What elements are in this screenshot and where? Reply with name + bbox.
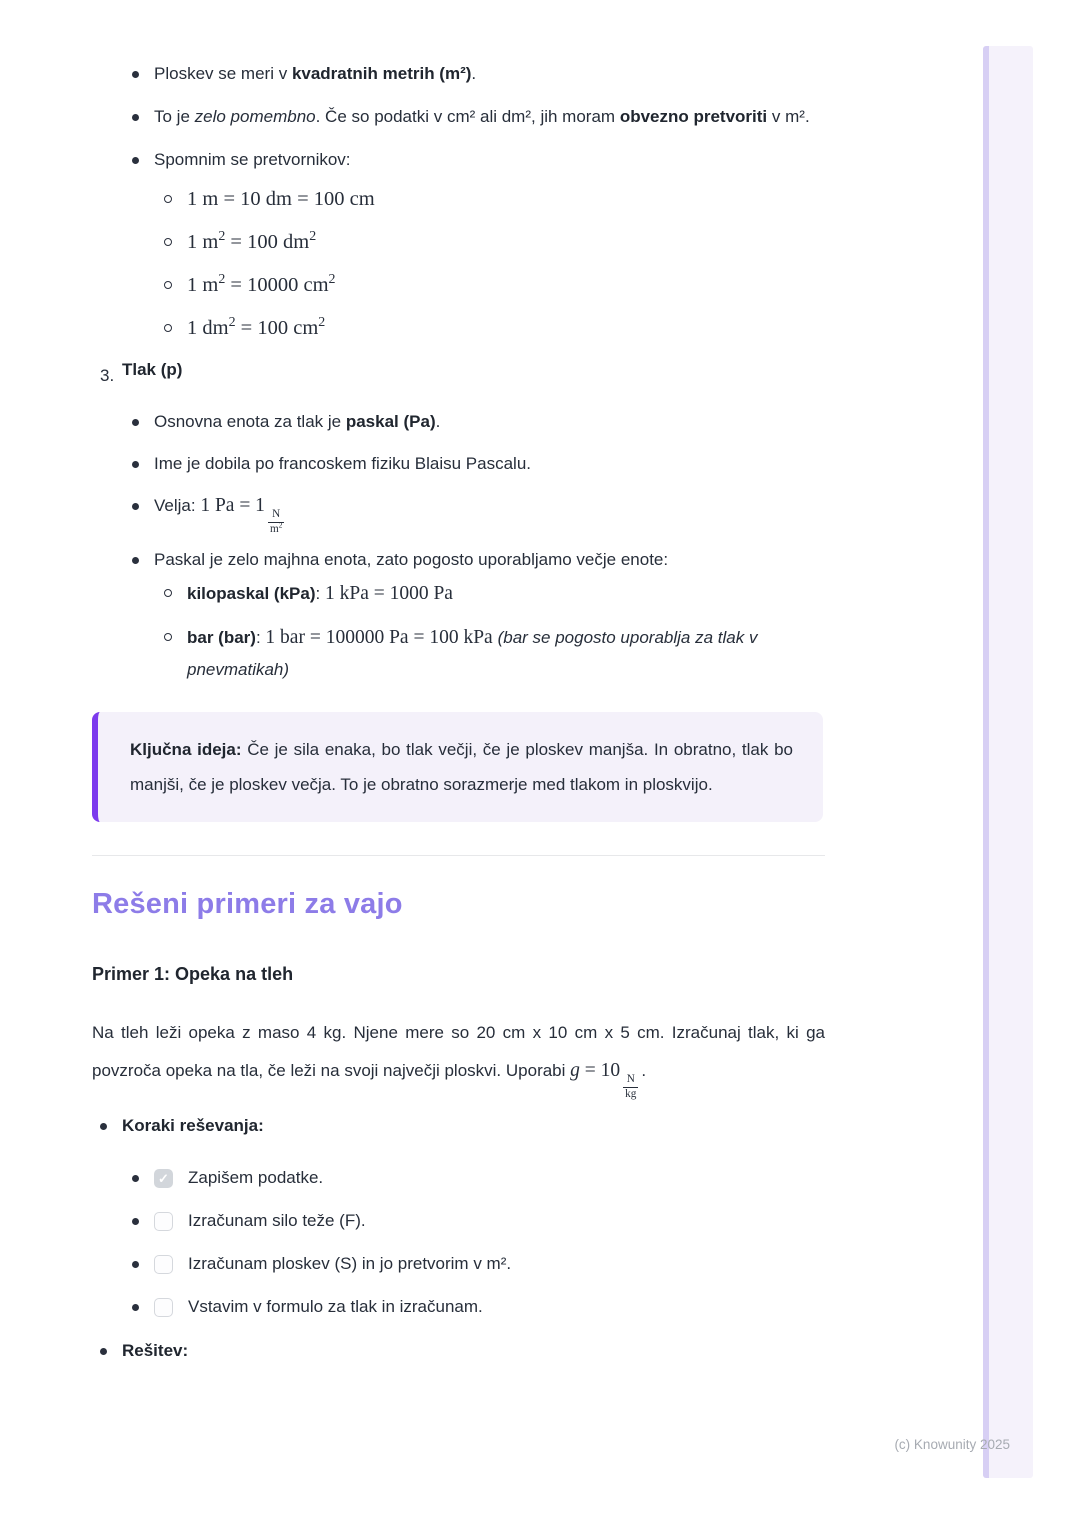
- list-item-text: [154, 58, 825, 90]
- text-run-italic: zelo pomembno: [194, 107, 316, 126]
- text-run-bold: kvadratnih metrih (m²): [291, 64, 472, 83]
- list-item-koraki: [100, 1110, 825, 1142]
- list-item-text: Ime je dobila po francoskem fiziku Blaisu Pascalu.: [154, 454, 532, 473]
- fraction-denominator: kg: [625, 1087, 637, 1100]
- text-run: .: [641, 1060, 647, 1080]
- checklist-label: Zapišem podatke.: [188, 1168, 324, 1188]
- section-heading: Rešeni primeri za vajo: [92, 887, 403, 920]
- circle-bullet-icon: [164, 633, 172, 641]
- checkbox-zapisem-podatke[interactable]: [154, 1169, 173, 1188]
- bullet-icon: [132, 1304, 139, 1311]
- text-run: Osnovna enota za tlak je: [154, 412, 346, 431]
- list-item-velja: [132, 490, 825, 536]
- checklist-label: Vstavim v formulo za tlak in izračunam.: [188, 1297, 483, 1317]
- list-item-pomembno: [132, 101, 825, 133]
- checkbox-izracunam-ploskev[interactable]: [154, 1255, 173, 1274]
- fraction-denominator: $m^2$: [269, 520, 283, 535]
- list-item-pretvorniki: [132, 144, 825, 176]
- bullet-icon: [100, 1348, 107, 1355]
- math-expression: =: [579, 1059, 601, 1081]
- text-run: . Če so podatki v cm² ali dm², jih moram: [315, 107, 620, 126]
- list-item-text: Paskal je zelo majhna enota, zato pogosto uporabljamo večje enote:: [154, 549, 669, 569]
- list-item-paskal: [132, 406, 825, 438]
- math-expression: 1 bar = 100000 Pa = 100 kPa: [265, 626, 498, 648]
- text-run: :: [255, 627, 266, 647]
- circle-bullet-icon: [164, 589, 172, 597]
- bullet-icon: [132, 114, 139, 121]
- text-run: To je: [154, 107, 195, 126]
- math-expression: 1 kPa = 1000 Pa: [324, 582, 453, 604]
- checklist-item: [132, 1205, 825, 1237]
- bullet-icon: [132, 503, 139, 510]
- bullet-icon: [132, 71, 139, 78]
- steps-label: Koraki reševanja:: [122, 1116, 264, 1136]
- math-variable-g: g: [570, 1059, 580, 1081]
- checklist-label: Izračunam ploskev (S) in jo pretvorim v m².: [188, 1254, 512, 1274]
- fraction: [623, 1074, 638, 1101]
- text-run: Ploskev se meri v: [154, 64, 292, 83]
- conversion-item: [164, 313, 825, 344]
- list-item-text: [187, 622, 825, 686]
- list-item-resitev: [100, 1335, 825, 1367]
- circle-bullet-icon: [164, 324, 172, 332]
- bullet-icon: [132, 1261, 139, 1268]
- list-item-text: [187, 578, 825, 610]
- fraction-numerator: N: [272, 508, 281, 521]
- callout-text: Če je sila enaka, bo tlak večji, če je ploskev manjša. In obratno, tlak bo manjši, če je ploskev večja. To je obratno sorazmerje med tlakom in ploskvijo.: [130, 739, 793, 794]
- math-expression: 1 $dm^2 = 100$ $cm^2$: [187, 315, 326, 339]
- numbered-section-tlak: [100, 360, 825, 392]
- fraction: [268, 509, 285, 536]
- callout-label: Ključna ideja:: [130, 739, 242, 759]
- math-expression: 10: [600, 1059, 621, 1081]
- list-item-bar: [164, 622, 825, 686]
- text-run: Velja:: [154, 496, 201, 515]
- bullet-icon: [100, 1123, 107, 1130]
- conversion-item: [164, 184, 825, 215]
- list-item-pascal-history: [132, 448, 825, 480]
- text-run-italic: (bar se pogosto uporablja za tlak v pnevmatikah): [187, 627, 758, 679]
- math-expression: 1 $m^2 = 100$ $dm^2$: [187, 229, 317, 253]
- bullet-icon: [132, 461, 139, 468]
- text-run-bold: kilopaskal (kPa): [187, 583, 316, 603]
- text-run: Na tleh leži opeka z maso 4 kg. Njene mere so 20 cm x 10 cm x 5 cm. Izračunaj tlak, ki ga povzroča opeka na tla, če leži na svoji največji ploskvi. Uporabi: [92, 1022, 825, 1080]
- text-run: .: [471, 64, 477, 83]
- conversion-item: [164, 270, 825, 301]
- checkbox-izracunam-silo[interactable]: [154, 1212, 173, 1231]
- document-content: [92, 58, 825, 1367]
- text-run: :: [315, 583, 325, 603]
- bullet-icon: [132, 1175, 139, 1182]
- section-title: Tlak (p): [122, 360, 183, 379]
- solution-label: Rešitev:: [122, 1341, 189, 1361]
- bullet-icon: [132, 157, 139, 164]
- section-divider: [92, 855, 825, 856]
- text-run: .: [435, 412, 441, 431]
- checklist-item: [132, 1162, 825, 1194]
- list-item-vecje-enote: [132, 544, 825, 576]
- text-run-bold: obvezno pretvoriti: [619, 107, 768, 126]
- checklist-item: [132, 1248, 825, 1280]
- fraction-numerator: N: [626, 1072, 635, 1085]
- key-idea-callout: [92, 712, 823, 822]
- list-item-ploskev: [132, 58, 825, 90]
- copyright-watermark: (c) Knowunity 2025: [894, 1437, 1010, 1452]
- circle-bullet-icon: [164, 195, 172, 203]
- math-expression: 1 Pa = 1: [200, 495, 265, 516]
- circle-bullet-icon: [164, 281, 172, 289]
- list-item-kilopaskal: [164, 578, 825, 610]
- text-run: v m².: [767, 107, 810, 126]
- problem-statement: [92, 1014, 825, 1101]
- list-number: 3.: [100, 366, 115, 385]
- checklist-label: Izračunam silo teže (F).: [188, 1211, 366, 1231]
- math-expression: 1 $m^2 = 10000$ $cm^2$: [187, 272, 336, 296]
- bullet-icon: [132, 419, 139, 426]
- math-expression: 1 m = 10 dm = 100 cm: [187, 188, 375, 210]
- bullet-icon: [132, 1218, 139, 1225]
- example-title: Primer 1: Opeka na tleh: [92, 963, 294, 984]
- conversion-item: [164, 227, 825, 258]
- checklist-item: [132, 1291, 825, 1323]
- list-item-text: [154, 490, 825, 536]
- text-run-bold: paskal (Pa): [345, 412, 436, 431]
- checkbox-vstavim-formulo[interactable]: [154, 1298, 173, 1317]
- circle-bullet-icon: [164, 238, 172, 246]
- bullet-icon: [132, 557, 139, 564]
- list-item-text: [154, 406, 825, 438]
- list-item-text: [154, 101, 825, 133]
- list-item-text: Spomnim se pretvornikov:: [154, 150, 351, 169]
- page-margin-strip: [983, 46, 1033, 1478]
- text-run-bold: bar (bar): [187, 627, 256, 647]
